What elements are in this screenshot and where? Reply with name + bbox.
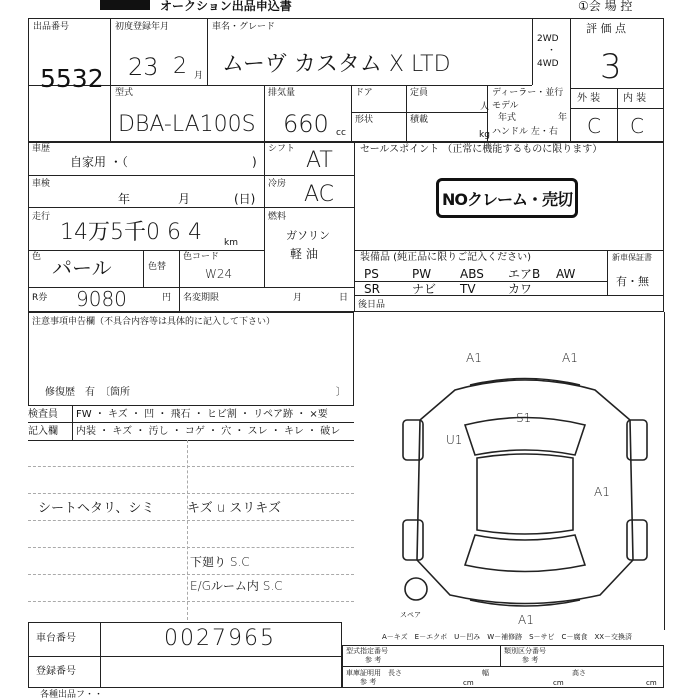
type-designation-label: 型式指定番号 [346,647,388,655]
rear-right-wheel [627,520,647,560]
capacity-unit: 人 [480,102,490,112]
color-code-value: W24 [205,267,233,281]
inspection-label: 車検 [32,179,51,189]
name-change-label: 名変期限 [183,293,220,303]
grade-value: 3 [600,47,622,87]
name-change-month: 月 [293,293,303,303]
mileage-unit: km [224,238,238,248]
shape-label: 形状 [355,115,374,125]
length-unit: cm [463,679,474,687]
write-label: 記入欄 [28,426,58,437]
notes-label: 注意事項申告欄（不具合内容等は具体的に記入して下さい） [32,317,276,327]
displacement-label: 排気量 [268,88,296,98]
note-seat: シートヘタリ、シミ [38,501,155,516]
first-registration-label: 初度登録年月 [115,22,170,32]
inspector-label: 検査員 [28,409,58,420]
width-label: 幅 [482,669,489,677]
inspector-row1-items: FW ・ キズ ・ 凹 ・ 飛石 ・ ヒビ割 ・ リペア跡 ・ ×要 [76,409,328,420]
equipment-item: PW [412,267,432,281]
model-label: 型式 [115,88,134,98]
car-roof [477,454,573,534]
damage-mark-a1-front-left: A1 [466,351,482,365]
fuel-label: 燃料 [268,212,287,222]
history-close: ) [252,155,257,169]
damage-mark-u1-left: U1 [446,433,463,447]
model-value: DBA-LA100S [118,112,256,137]
dealer-parallel-label: ディーラー・並行 [492,88,564,98]
equipment-item: PS [364,267,379,281]
exterior-label: 外 装 [577,93,601,104]
damage-mark-a1-front-right: A1 [562,351,578,365]
damage-mark-a1-right: A1 [594,485,610,499]
capacity-label: 定員 [410,88,429,98]
garage-cert-ref: 参 考 [360,678,377,686]
color-label: 色 [32,252,42,262]
handle-label: ハンドル 左・右 [492,127,558,137]
history-label: 車歴 [32,144,51,154]
spare-label: スペア [400,611,421,619]
color-value: パール [52,256,112,280]
width-unit: cm [553,679,564,687]
month-unit: 月 [194,71,204,81]
aircon-value: AC [304,182,335,207]
after-fit-label: 後日品 [358,300,386,310]
equipment-item: カワ [508,282,533,296]
venue-copy-label: ①会 場 控 [578,0,633,13]
category-number-label: 類別区分番号 [504,647,546,655]
dealer-model-label: モデル [492,101,519,111]
rear-left-wheel [403,520,423,560]
damage-mark-s1-roof: S1 [516,411,532,425]
spare-tire [405,578,427,600]
grade-label: 評 価 点 [586,22,626,35]
first-registration-month: 2 [173,54,187,79]
equipment-item: SR [364,282,380,296]
inspection-day: (日) [234,192,256,206]
shift-label: シフト [268,144,296,154]
cargo-unit: kg [479,130,490,140]
displacement-value: 660 [283,110,329,138]
warranty-label: 新車保証書 [612,253,652,262]
shift-value: AT [306,148,333,173]
chassis-number: 0027965 [164,626,276,651]
drive-dot: ・ [547,46,557,56]
car-damage-diagram [395,350,660,630]
damage-legend: A－キズ E－エクボ U－凹み W－補修跡 S－サビ C－腐食 XX－交換済 [382,633,633,641]
drive-4wd-label: 4WD [537,59,559,69]
damage-mark-a1-rear: A1 [518,613,534,627]
length-label: 長さ [388,669,402,677]
cargo-label: 積載 [410,115,429,125]
color-code-label: 色コード [183,252,220,262]
repair-history-close: 〕 [336,387,346,398]
warranty-value: 有・無 [616,275,649,288]
interior-grade: C [630,114,644,138]
car-name-label: 車名・グレード [212,22,276,32]
form-title: オークション出品申込書 [160,0,292,13]
fuel-diesel: 軽 油 [290,247,318,261]
car-name-grade: ムーヴ カスタム X LTD [222,52,451,77]
no-claim-stamp [436,178,578,218]
repair-history-label: 修復歴 有 〔箇所 [45,387,130,398]
header-logo [100,0,150,10]
height-label: 高さ [572,669,586,677]
recycle-unit: 円 [162,293,172,303]
equipment-item: TV [460,282,476,296]
doors-label: ドア [355,88,373,98]
first-registration-year: 23 [128,53,159,81]
name-change-day: 日 [339,293,349,303]
equipment-item: ナビ [412,282,437,296]
equipment-item: ABS [460,267,484,281]
mileage-label: 走行 [32,212,51,222]
recycle-label: R券 [32,293,48,303]
color-change-label: 色替 [148,262,167,272]
no-claim-stamp-text: NOクレーム・売切 [442,189,572,209]
registration-label: 登録番号 [36,666,76,677]
equipment-item: エアB [508,267,541,281]
note-engine-room: E/Gルーム内 S.C [190,579,283,593]
car-rear-window [465,535,585,572]
inspector-row2-items: 内装 ・ キズ ・ 汚し ・ コゲ ・ 穴 ・ スレ ・ キレ ・ 破レ [76,426,341,437]
interior-label: 内 装 [623,93,647,104]
drive-2wd-label: 2WD [537,34,559,44]
history-value: 自家用 ・（ [70,155,128,169]
garage-cert-label: 車庫証明用 [346,669,381,677]
displacement-unit: cc [336,128,346,138]
type-designation-ref: 参 考 [365,656,382,664]
recycle-value: 9080 [76,287,127,311]
sales-point-label: セールスポイント （正常に機能するものに限ります） [360,144,603,155]
fuel-gasoline: ガソリン [286,229,330,242]
dealer-year-label: 年式 [498,113,517,123]
exterior-grade: C [587,114,601,138]
dealer-year-unit: 年 [558,113,568,123]
chassis-label: 車台番号 [36,633,76,644]
category-number-ref: 参 考 [522,656,539,664]
inspection-year: 年 [118,192,131,206]
bottom-cut-line: 各種出品フ・・ [40,690,104,700]
height-unit: cm [646,679,657,687]
lot-number: 5532 [40,64,104,93]
aircon-label: 冷房 [268,179,287,189]
note-scratches: キズ u スリキズ [187,501,281,516]
inspection-month: 月 [178,192,191,206]
mileage-value: 14万5千0 6 4 [60,220,202,245]
equipment-label: 装備品 (純正品に限りご記入ください) [360,252,531,263]
lot-number-label: 出品番号 [33,22,70,32]
note-underbody: 下廻り S.C [190,555,250,569]
equipment-item: AW [556,267,576,281]
